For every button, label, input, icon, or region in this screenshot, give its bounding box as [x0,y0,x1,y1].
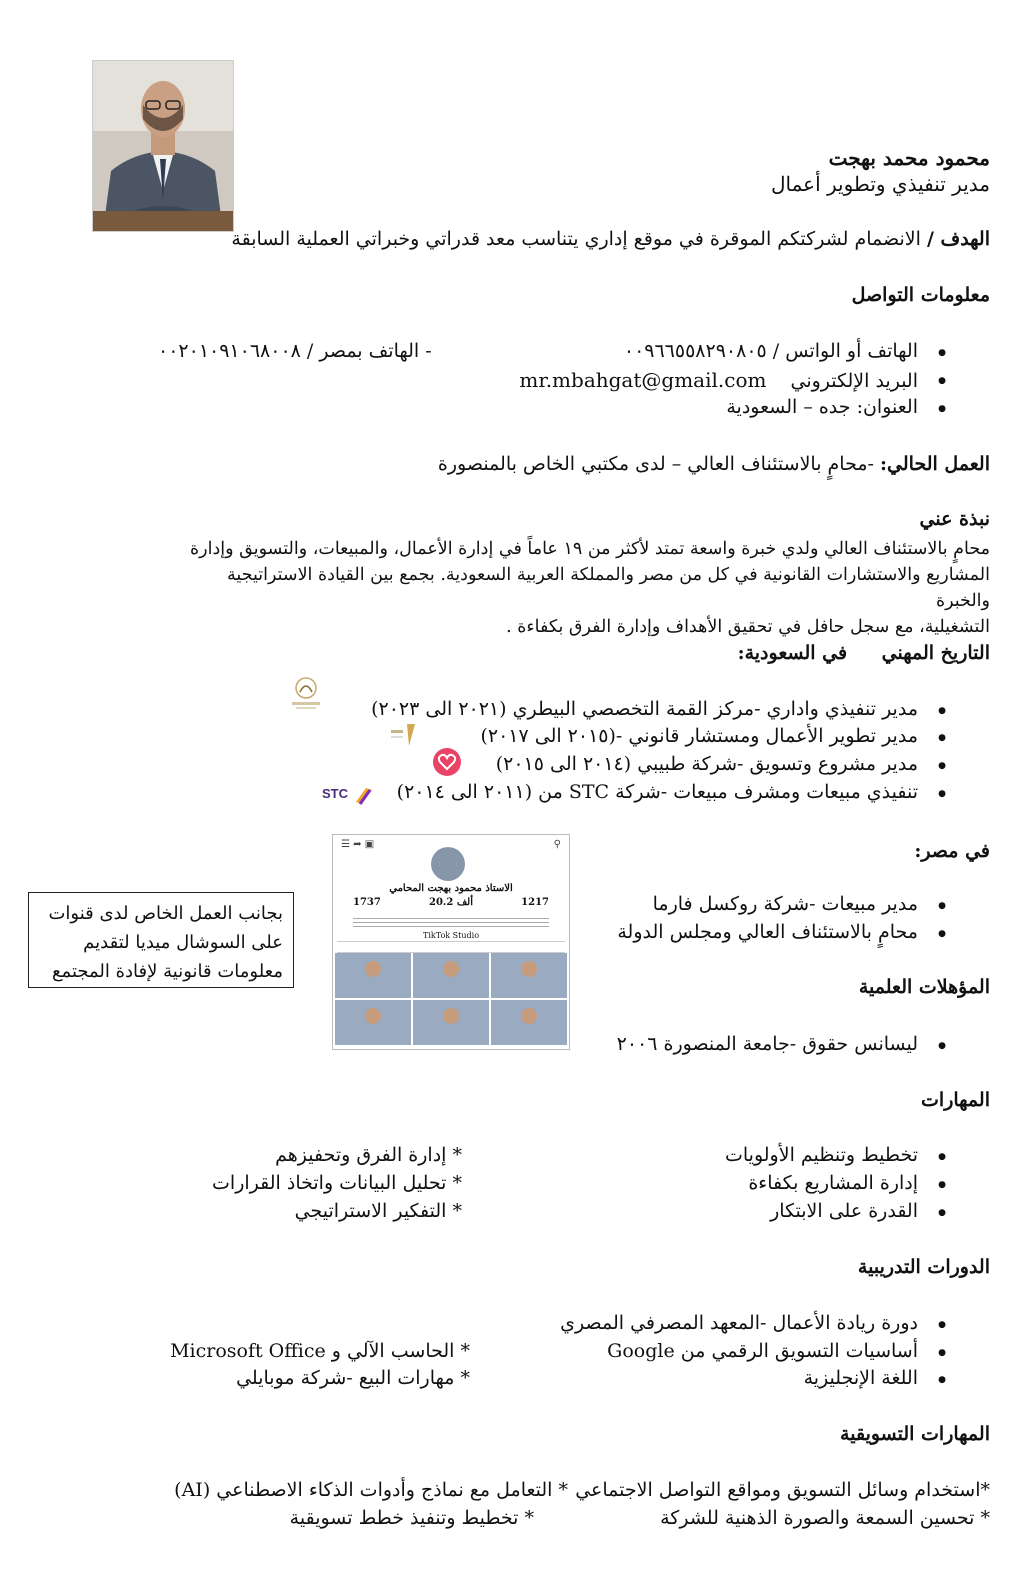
list-item: ● مدير تطوير الأعمال ومستشار قانوني -(٢٠١٥ الى ٢٠١٧) [480,725,918,747]
studio-label: TikTok Studio [423,931,480,940]
note-line: على السوشال ميديا لتقديم [83,932,283,953]
list-item: ● مدير تنفيذي واداري -مركز القمة التخصصي البيطري (٢٠٢١ الى ٢٠٢٣) [371,698,918,720]
video-thumbnail [413,953,489,998]
objective [231,228,990,250]
list-item: ● إدارة المشاريع بكفاءة [748,1172,918,1194]
skills-heading: المهارات [921,1089,990,1111]
avatar [431,847,465,881]
list-item: * تخطيط وتنفيذ خطط تسويقية [289,1507,534,1529]
stc-logo-text: STC [322,786,348,801]
contact-phone [624,340,918,362]
saudi-label: في السعودية: [737,642,848,664]
current-work-text: -محامٍ بالاستئناف العالي – لدى مكتبي الخاص بالمنصورة [437,453,874,475]
list-item: * الحاسب الآلي و Microsoft Office [170,1340,470,1362]
stc-logo-icon [316,784,374,808]
video-thumbnail [413,1000,489,1045]
list-item: ● اللغة الإنجليزية [804,1367,918,1389]
note-line: معلومات قانونية لإفادة المجتمع [51,961,283,982]
about-heading: نبذة عني [919,508,990,530]
video-thumbnail [491,1000,567,1045]
career-heading [738,642,990,664]
list-item: ● تنفيذي مبيعات ومشرف مبيعات -شركة STC من (٢٠١١ الى ٢٠١٤) [397,781,918,803]
email-value[interactable]: mr.mbahgat@gmail.com [519,368,767,392]
list-item: * تحليل البيانات واتخاذ القرارات [212,1172,462,1194]
person-portrait-icon [93,61,233,231]
list-item: *استخدام وسائل التسويق ومواقع التواصل الاجتماعي [575,1479,990,1501]
contact-heading: معلومات التواصل [851,284,990,306]
profile-photo [92,60,234,232]
stat-value: 20.2 ألف [428,897,474,908]
app-toolbar-icons: ☰ ➦ ▣ [341,839,375,850]
current-work [438,453,990,475]
about-text [180,536,990,640]
current-work-label: العمل الحالي: [880,453,990,475]
list-item: ● محامٍ بالاستئناف العالي ومجلس الدولة [617,921,918,943]
objective-label: الهدف / [926,228,990,250]
contact-address: ● العنوان: جده – السعودية [726,396,918,418]
phone-value: ٠٠٩٦٦٥٥٨٢٩٠٨٠٥ [623,340,767,362]
video-thumbnail [335,953,411,998]
social-media-note [28,892,294,988]
list-item: ● دورة ريادة الأعمال -المعهد المصرفي المصري [560,1312,918,1334]
profile-bio [353,915,549,929]
stat-value: 1737 [353,897,381,908]
egypt-label: في مصر: [914,840,990,862]
list-item: ● ليسانس حقوق -جامعة المنصورة ٢٠٠٦ [617,1033,918,1055]
qimma-logo-icon [286,674,326,712]
email-label: البريد الإلكتروني [790,370,918,392]
list-item: ● تخطيط وتنظيم الأولويات [725,1144,918,1166]
profile-stats [353,897,549,908]
list-item: * تحسين السمعة والصورة الذهنية للشركة [660,1507,990,1529]
company-logo-icon [385,720,425,750]
contact-email [519,368,918,392]
list-item: ● القدرة على الابتكار [770,1200,918,1222]
list-item: ● أساسيات التسويق الرقمي من Google [607,1340,918,1362]
profile-tabs [337,941,565,953]
objective-text: الانضمام لشركتكم الموقرة في موقع إداري يتناسب معد قدراتي وخبراتي العملية السابقة [231,228,921,250]
about-line: التشغيلية، مع سجل حافل في تحقيق الأهداف وإدارة الفرق بكفاءة . [506,617,990,637]
candidate-title: مدير تنفيذي وتطوير أعمال [770,172,990,196]
heart-logo-icon [432,747,462,777]
qualifications-heading: المؤهلات العلمية [858,976,990,998]
candidate-name: محمود محمد بهجت [828,146,990,170]
list-item: * التعامل مع نماذج وأدوات الذكاء الاصطناعي (AI) [174,1479,568,1501]
add-user-icon: ⚲ [553,839,561,850]
list-item: ● مدير مبيعات -شركة روكسل فارما [653,893,918,915]
tiktok-profile-screenshot [332,834,570,1050]
career-heading-text: التاريخ المهني [881,642,990,664]
marketing-heading: المهارات التسويقية [840,1423,990,1445]
note-line: بجانب العمل الخاص لدى قنوات [48,903,283,924]
list-item: * التفكير الاستراتيجي [294,1200,462,1222]
list-item: ● مدير مشروع وتسويق -شركة طبيبي (٢٠١٤ الى ٢٠١٥) [496,753,918,775]
video-thumbnail [491,953,567,998]
list-item: * مهارات البيع -شركة موبايلي [236,1367,470,1389]
about-line: محامٍ بالاستئناف العالي ولدي خبرة واسعة تمتد لأكثر من ١٩ عاماً في إدارة الأعمال، والمبيعات، والتسويق وإدارة [189,539,990,559]
video-thumbnail [335,1000,411,1045]
phone-egypt: - الهاتف بمصر / ٠٠٢٠١٠٩١٠٦٨٠٠٨ [158,340,432,362]
stat-value: 1217 [521,897,549,908]
phone-label: الهاتف أو الواتس / [772,340,918,362]
courses-heading: الدورات التدريبية [857,1256,990,1278]
list-item: * إدارة الفرق وتحفيزهم [275,1144,462,1166]
video-grid [335,953,567,1045]
profile-name: الاستاذ محمود بهجت المحامي [389,883,513,894]
about-line: المشاريع والاستشارات القانونية في كل من مصر والمملكة العربية السعودية. بجمع بين القيادة الاستراتيجية والخبرة [227,565,990,611]
